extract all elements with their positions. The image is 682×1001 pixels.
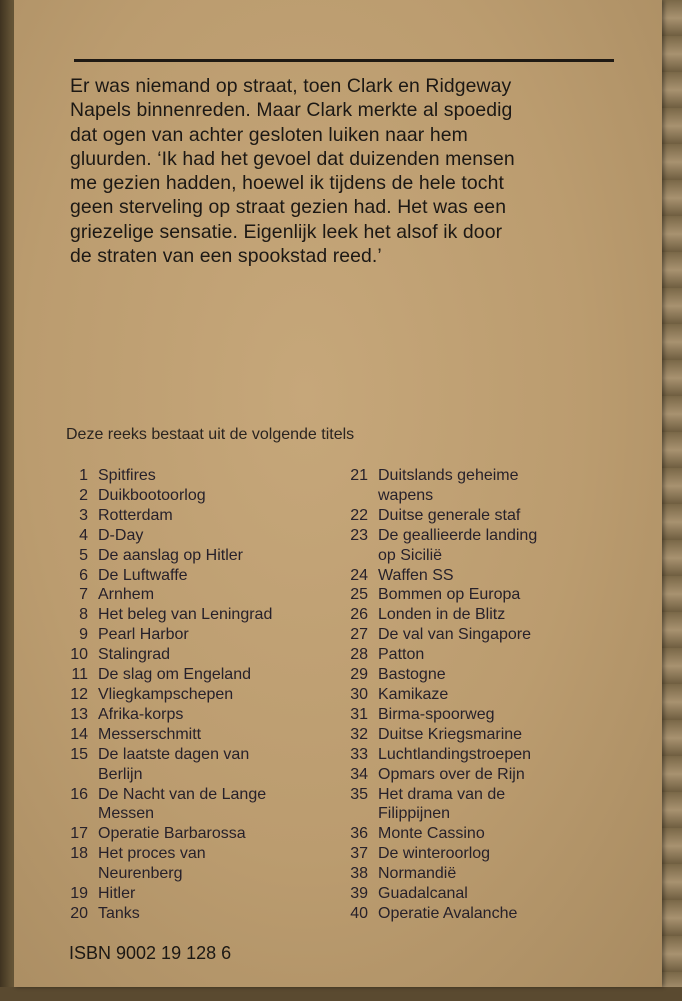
title-number: 11: [71, 666, 88, 684]
title-list-left: [58, 466, 348, 924]
title-list-item: [58, 566, 348, 586]
title-text: [378, 645, 424, 665]
title-line: wapens: [378, 486, 434, 504]
title-number: 13: [70, 705, 88, 723]
title-text: [378, 566, 454, 586]
title-line: De laatste dagen van: [98, 745, 250, 763]
title-text: [98, 645, 170, 665]
title-number: 16: [70, 785, 88, 803]
title-line: Neurenberg: [98, 865, 183, 883]
title-line: Spitfires: [98, 467, 156, 484]
title-text: [378, 705, 494, 725]
title-text: [98, 785, 266, 825]
title-text: [378, 585, 520, 605]
title-list-item: [58, 904, 348, 924]
title-list-item: [338, 605, 638, 625]
title-line: Waffen SS: [378, 566, 454, 584]
title-line: Stalingrad: [98, 646, 171, 664]
title-list-item: [338, 765, 638, 785]
title-number: 28: [350, 646, 368, 664]
title-list-item: [338, 566, 638, 586]
title-list-item: [338, 466, 638, 506]
title-text: [98, 844, 206, 884]
title-list-item: [338, 725, 638, 745]
title-text: [378, 904, 517, 924]
title-text: [378, 506, 520, 526]
title-list-item: [338, 506, 638, 526]
title-list-item: [338, 526, 638, 566]
blurb-line: Er was niemand op straat, toen Clark en Ridgeway: [70, 75, 512, 97]
title-line: Operatie Barbarossa: [98, 825, 246, 843]
title-text: [378, 785, 505, 825]
title-number: 20: [70, 904, 88, 922]
title-line: Vliegkampschepen: [98, 685, 234, 703]
title-list-item: [338, 824, 638, 844]
title-list-item: [58, 605, 348, 625]
title-text: [98, 546, 243, 566]
title-line: De aanslag op Hitler: [98, 546, 243, 564]
title-list-item: [58, 844, 348, 884]
background-wicker-right: [660, 0, 682, 1001]
title-line: Duitse generale staf: [378, 506, 521, 524]
title-number: 14: [70, 725, 88, 743]
title-line: Pearl Harbor: [98, 626, 189, 644]
title-number: 10: [70, 646, 88, 664]
title-text: [378, 625, 531, 645]
title-line: Guadalcanal: [378, 885, 468, 903]
title-number: 18: [70, 845, 88, 863]
title-line: Het beleg van Leningrad: [98, 606, 273, 624]
title-line: Patton: [378, 646, 425, 664]
title-line: Opmars over de Rijn: [378, 765, 525, 783]
title-list-item: [338, 884, 638, 904]
title-number: 5: [79, 546, 88, 564]
title-line: Londen in de Blitz: [378, 606, 506, 624]
title-list-item: [338, 785, 638, 825]
title-text: [98, 745, 249, 785]
blurb-line: de straten van een spookstad reed.’: [70, 245, 382, 268]
title-number: 32: [350, 725, 368, 743]
title-list-item: [338, 864, 638, 884]
title-list-item: [338, 585, 638, 605]
title-text: [378, 725, 522, 745]
title-list-right: [338, 466, 638, 924]
title-number: 12: [70, 685, 88, 703]
title-list-item: [58, 645, 348, 665]
title-list-item: [338, 665, 638, 685]
title-list-item: [58, 486, 348, 506]
title-text: [98, 486, 206, 506]
title-line: Duitse Kriegsmarine: [378, 725, 523, 743]
title-line: Arnhem: [98, 586, 155, 604]
title-line: Duikbootoorlog: [98, 486, 206, 504]
title-number: 38: [350, 865, 368, 883]
title-text: [378, 665, 446, 685]
title-list-item: [58, 546, 348, 566]
background-shelf-left: [0, 0, 14, 1001]
title-list-item: [58, 745, 348, 785]
title-number: 29: [350, 666, 368, 684]
title-line: Luchtlandingstroepen: [378, 745, 532, 763]
title-text: [98, 685, 233, 705]
title-text: [98, 625, 189, 645]
title-list-item: [58, 466, 348, 486]
title-list-item: [58, 725, 348, 745]
book-back-cover: [14, 0, 662, 987]
title-line: De val van Singapore: [378, 626, 531, 644]
blurb-text: [70, 74, 622, 268]
title-line: Normandië: [378, 865, 457, 883]
title-line: Operatie Avalanche: [378, 904, 518, 922]
title-line: De winteroorlog: [378, 845, 491, 863]
title-number: 35: [350, 785, 368, 803]
title-number: 39: [350, 885, 368, 903]
title-text: [378, 526, 537, 566]
title-list-item: [58, 884, 348, 904]
title-number: 26: [350, 606, 368, 624]
title-text: [98, 605, 272, 625]
title-number: 40: [350, 904, 368, 922]
top-rule: [74, 59, 614, 62]
title-number: 30: [350, 685, 368, 703]
title-number: 31: [350, 705, 368, 723]
title-list-item: [58, 625, 348, 645]
title-number: 8: [79, 606, 88, 624]
title-line: Bommen op Europa: [378, 586, 521, 604]
title-list-item: [58, 506, 348, 526]
title-list-item: [338, 705, 638, 725]
title-text: [98, 705, 183, 725]
title-list-item: [58, 665, 348, 685]
title-number: 3: [79, 506, 88, 524]
title-list-item: [58, 785, 348, 825]
title-number: 2: [79, 486, 88, 504]
title-number: 25: [350, 586, 368, 604]
title-line: Kamikaze: [378, 685, 449, 703]
title-list-item: [338, 645, 638, 665]
title-list-item: [338, 844, 638, 864]
title-number: 6: [79, 566, 88, 584]
title-line: Afrika-korps: [98, 705, 184, 723]
title-text: [98, 566, 188, 586]
title-number: 1: [79, 467, 88, 484]
title-number: 15: [70, 745, 88, 763]
title-text: [98, 884, 135, 904]
background-bottom: [0, 987, 682, 1001]
title-text: [378, 745, 531, 765]
title-list-item: [338, 625, 638, 645]
blurb-line: dat ogen van achter gesloten luiken naar hem: [70, 123, 468, 146]
title-text: [98, 824, 246, 844]
title-number: 27: [350, 626, 368, 644]
blurb-line: geen sterveling op straat gezien had. Het was een: [70, 196, 507, 219]
blurb-line: griezelige sensatie. Eigenlijk leek het alsof ik door: [70, 220, 503, 243]
title-list-item: [338, 685, 638, 705]
blurb-line: me gezien hadden, hoewel ik tijdens de hele tocht: [70, 172, 504, 195]
title-text: [378, 844, 490, 864]
title-line: Rotterdam: [98, 506, 173, 524]
title-list-item: [58, 685, 348, 705]
title-text: [98, 665, 251, 685]
title-line: Monte Cassino: [378, 825, 485, 843]
title-number: 23: [350, 526, 368, 544]
title-line: De geallieerde landing: [378, 526, 538, 544]
title-text: [378, 884, 468, 904]
title-line: Filippijnen: [378, 805, 451, 823]
title-line: Hitler: [98, 885, 136, 903]
title-number: 7: [79, 586, 88, 604]
title-line: Birma-spoorweg: [378, 705, 495, 723]
title-list-item: [58, 824, 348, 844]
title-line: De Luftwaffe: [98, 566, 188, 584]
title-list-item: [338, 745, 638, 765]
title-line: Bastogne: [378, 666, 446, 684]
title-number: 22: [350, 506, 368, 524]
title-text: [378, 824, 485, 844]
title-list-item: [338, 904, 638, 924]
title-number: 17: [70, 825, 88, 843]
title-list-item: [58, 585, 348, 605]
title-line: De slag om Engeland: [98, 666, 251, 684]
title-line: op Sicilië: [378, 546, 443, 564]
series-heading: Deze reeks bestaat uit de volgende titels: [66, 426, 355, 443]
title-text: [98, 725, 201, 745]
title-text: [378, 864, 456, 884]
blurb-line: Napels binnenreden. Maar Clark merkte al spoedig: [70, 99, 513, 122]
title-line: Berlijn: [98, 765, 143, 783]
title-text: [378, 466, 519, 506]
title-number: 37: [350, 845, 368, 863]
title-line: Duitslands geheime: [378, 467, 519, 484]
title-number: 21: [350, 467, 368, 484]
title-text: [98, 904, 140, 924]
title-list-item: [58, 526, 348, 546]
title-line: Messen: [98, 805, 155, 823]
title-text: [98, 466, 156, 486]
title-line: D-Day: [98, 526, 144, 544]
title-text: [98, 506, 173, 526]
title-text: [378, 605, 505, 625]
title-line: Het drama van de: [378, 785, 506, 803]
title-number: 24: [350, 566, 368, 584]
isbn-number: ISBN 9002 19 128 6: [69, 943, 232, 963]
title-list-item: [58, 705, 348, 725]
title-line: De Nacht van de Lange: [98, 785, 267, 803]
title-text: [378, 685, 448, 705]
blurb-line: gluurden. ‘Ik had het gevoel dat duizenden mensen: [70, 147, 515, 170]
title-text: [98, 526, 143, 546]
title-number: 19: [70, 885, 88, 903]
title-text: [378, 765, 525, 785]
title-number: 4: [79, 526, 88, 544]
title-number: 34: [350, 765, 368, 783]
title-number: 33: [350, 745, 368, 763]
title-line: Tanks: [98, 904, 140, 922]
title-text: [98, 585, 154, 605]
title-number: 36: [350, 825, 368, 843]
title-number: 9: [79, 626, 88, 644]
title-line: Het proces van: [98, 845, 206, 863]
title-line: Messerschmitt: [98, 725, 202, 743]
